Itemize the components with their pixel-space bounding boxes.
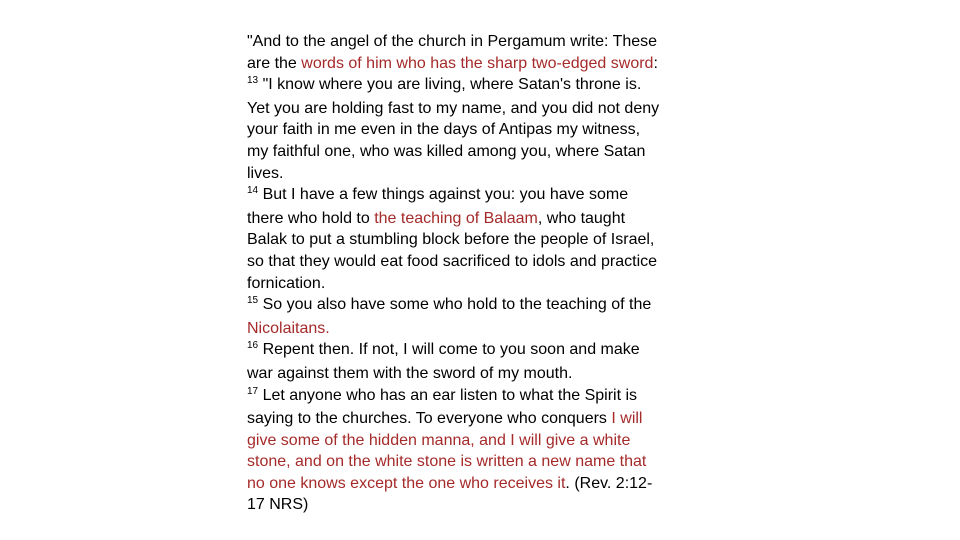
verse-12-text: "And to the angel of the church in Pergamum write: These are the (247, 33, 658, 72)
verse-15-highlight: Nicolaitans. (247, 319, 330, 337)
verse-17-citation: . (Rev. 2:12- 17 NRS) (247, 474, 653, 514)
verse-16-number: 16 (247, 340, 259, 352)
verse-14-number: 14 (247, 185, 259, 197)
verse-13-number: 13 (247, 75, 259, 87)
scripture-passage (247, 31, 717, 516)
verse-13-text: "I know where you are living, where Satan's throne is. Yet you are holding fast to my name, and you did not deny your faith in me even in the days of Antipas my witness, my faithful one, who was killed among you, where Satan lives. (247, 76, 660, 182)
verse-14-text: But I have a few things against you: you have some there who hold to (247, 186, 629, 227)
verse-17-text: Let anyone who has an ear listen to what the Spirit is saying to the churches. To everyone who conquers (247, 386, 638, 428)
verse-14-text-end: , who taught Balak to put a stumbling block before the people of Israel, so that they would eat food sacrificed to idols and practice fornication. (247, 209, 658, 292)
verse-12-text-end: : (653, 54, 658, 72)
verse-17-number: 17 (247, 385, 259, 397)
verse-16-text: Repent then. If not, I will come to you soon and make war against them with the sword of my mouth. (247, 341, 640, 382)
verse-12-highlight: words of him who has the sharp two-edged sword (301, 54, 654, 72)
verse-14-highlight: the teaching of Balaam (374, 209, 538, 227)
verse-15-text: So you also have some who hold to the teaching of the (262, 296, 652, 314)
verse-15-number: 15 (247, 295, 259, 307)
verse-17-highlight: I will give some of the hidden manna, and I will give a white stone, and on the white stone is written a new name that no one knows except the one who receives it (247, 410, 647, 492)
